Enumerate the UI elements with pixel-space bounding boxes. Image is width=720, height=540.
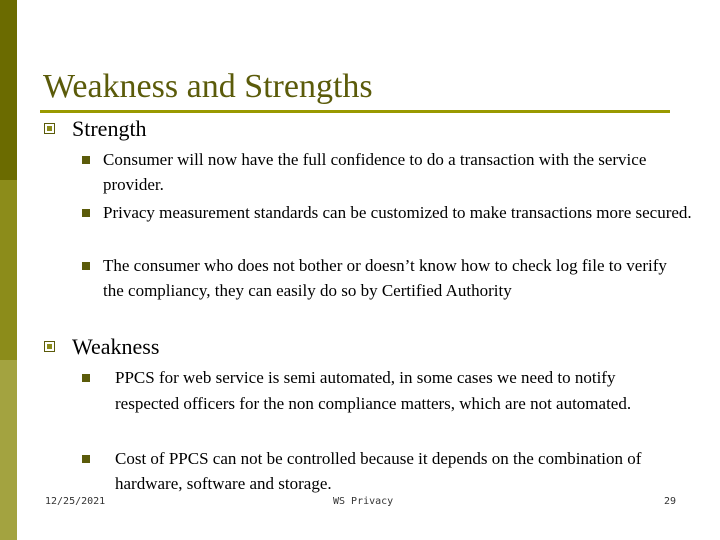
square-bullet-icon xyxy=(44,341,55,352)
footer-title: WS Privacy xyxy=(333,496,394,507)
title-underline xyxy=(40,110,670,113)
square-bullet-icon xyxy=(82,455,90,463)
decorative-side-bar xyxy=(0,0,17,540)
page-number: 29 xyxy=(664,496,677,507)
square-bullet-icon xyxy=(82,209,90,217)
footer-date: 12/25/2021 xyxy=(45,496,106,507)
square-bullet-icon xyxy=(82,374,90,382)
square-bullet-icon xyxy=(82,156,90,164)
square-bullet-icon xyxy=(82,262,90,270)
strength-item-1: Consumer will now have the full confidence to do a transaction with the service provider. xyxy=(103,150,647,194)
slide-title: Weakness and Strengths xyxy=(43,68,373,105)
section-heading-strength: Strength xyxy=(72,116,147,141)
square-bullet-icon xyxy=(44,123,55,134)
strength-item-3: The consumer who does not bother or doesn’t know how to check log file to verify the compliancy, they can easily do so by Certified Authority xyxy=(103,256,667,300)
weakness-item-1: PPCS for web service is semi automated, in some cases we need to notify respected officers for the non compliance matters, which are not automated. xyxy=(115,368,632,413)
weakness-item-2: Cost of PPCS can not be controlled because it depends on the combination of hardware, software and storage. xyxy=(115,449,642,493)
section-heading-weakness: Weakness xyxy=(72,334,160,359)
strength-item-2: Privacy measurement standards can be customized to make transactions more secured. xyxy=(103,203,692,222)
